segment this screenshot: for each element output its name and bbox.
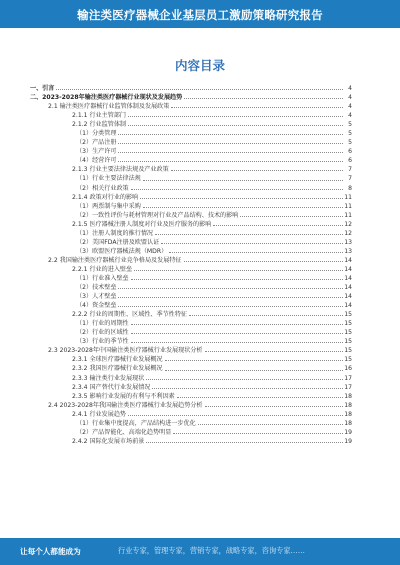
toc-entry-page: 4 — [348, 103, 352, 111]
toc-entry-page: 4 — [348, 112, 352, 120]
toc-entry-page: 11 — [344, 193, 352, 201]
footer-expert-list: 行业专家，管理专家，营销专家，战略专家，咨询专家…… — [118, 546, 305, 555]
toc-entry-label: （2）美国FDA注册及欧盟认证 — [76, 238, 160, 246]
table-of-contents — [30, 84, 352, 532]
toc-entry[interactable] — [30, 156, 352, 165]
toc-entry-page: 5 — [348, 121, 352, 129]
toc-entry-label: 2.1 输注类医疗器械行业监管体制及发展政策 — [48, 103, 170, 111]
toc-entry-label: （2）相关行业政策 — [76, 184, 129, 192]
toc-entry-label: （3）生产许可 — [76, 148, 117, 156]
toc-entry-label: 2.4.2 国际化发展市场前景 — [72, 437, 145, 445]
toc-entry[interactable] — [30, 337, 352, 346]
toc-entry-label: 2.1.5 医疗器械注册人制度对行业及医疗服务的影响 — [72, 220, 212, 228]
toc-entry-page: 12 — [344, 220, 352, 228]
toc-leader-dots — [56, 89, 343, 90]
toc-entry-label: （1）行业的周期性 — [76, 320, 129, 328]
footer-bar — [0, 538, 400, 565]
toc-leader-dots — [131, 279, 343, 280]
toc-entry[interactable] — [30, 355, 352, 364]
toc-entry[interactable] — [30, 120, 352, 129]
toc-leader-dots — [128, 415, 343, 416]
toc-leader-dots — [240, 216, 343, 217]
toc-leader-dots — [171, 170, 343, 171]
toc-leader-dots — [118, 297, 343, 298]
toc-entry-page: 13 — [344, 247, 352, 255]
toc-entry[interactable] — [30, 301, 352, 310]
toc-entry-label: 一、引言 — [30, 85, 55, 92]
toc-leader-dots — [189, 315, 343, 316]
toc-heading: 内容目录 — [174, 58, 225, 73]
toc-entry[interactable] — [30, 265, 352, 274]
toc-leader-dots — [128, 125, 343, 126]
toc-entry[interactable] — [30, 401, 352, 410]
toc-entry-label: 2.3.3 输注类行业发展现状 — [72, 374, 145, 382]
toc-entry[interactable] — [30, 346, 352, 355]
toc-entry-label: （1）行业集中度提高，产品结构进一步优化 — [76, 419, 196, 427]
toc-entry-page: 12 — [344, 229, 352, 237]
toc-leader-dots — [173, 433, 343, 434]
toc-entry-page: 5 — [348, 130, 352, 138]
toc-entry-page: 11 — [344, 202, 352, 210]
toc-leader-dots — [161, 243, 343, 244]
toc-entry[interactable] — [30, 374, 352, 383]
toc-entry-page: 14 — [344, 284, 352, 292]
toc-entry-label: （2）产品智能化、高端化趋势明显 — [76, 428, 172, 436]
toc-entry[interactable] — [30, 93, 352, 102]
toc-leader-dots — [143, 180, 343, 181]
toc-entry-label: （3）人才壁垒 — [76, 293, 117, 301]
toc-entry[interactable] — [30, 111, 352, 120]
toc-leader-dots — [177, 397, 343, 398]
toc-leader-dots — [165, 360, 343, 361]
toc-leader-dots — [184, 261, 343, 262]
footer-slogan: 让每个人都能成为 — [20, 547, 81, 556]
toc-entry[interactable] — [30, 102, 352, 111]
toc-entry-page: 18 — [344, 419, 352, 427]
toc-leader-dots — [134, 270, 343, 271]
toc-entry[interactable] — [30, 256, 352, 265]
toc-entry[interactable] — [30, 392, 352, 401]
toc-entry-label: 2.4 2023-2028年我国输注类医疗器械行业发展趋势分析 — [48, 401, 203, 409]
toc-leader-dots — [131, 342, 343, 343]
toc-entry-page: 14 — [344, 302, 352, 310]
toc-entry-label: （2）行业的区域性 — [76, 329, 129, 337]
toc-entry-page: 4 — [348, 94, 352, 102]
toc-entry-label: 2.1.3 行业主要法律法规及产业政策 — [72, 166, 169, 174]
toc-leader-dots — [146, 442, 343, 443]
toc-entry[interactable] — [30, 229, 352, 238]
toc-entry-label: 2.3 2023-2028年中国输注类医疗器械行业发展现状分析 — [48, 347, 203, 355]
toc-entry-label: 2.1.2 行业监管体制 — [72, 121, 127, 129]
toc-entry-page: 18 — [344, 401, 352, 409]
toc-leader-dots — [118, 288, 343, 289]
toc-entry[interactable] — [30, 138, 352, 147]
toc-entry-page: 14 — [344, 293, 352, 301]
toc-entry-page: 14 — [344, 265, 352, 273]
toc-entry-label: （3）行业的季节性 — [76, 338, 129, 346]
toc-entry-page: 7 — [348, 175, 352, 183]
toc-entry[interactable] — [30, 319, 352, 328]
toc-entry[interactable] — [30, 174, 352, 183]
toc-entry[interactable] — [30, 292, 352, 301]
toc-leader-dots — [118, 152, 343, 153]
toc-entry-page: 14 — [344, 274, 352, 282]
toc-entry[interactable] — [30, 274, 352, 283]
toc-entry-page: 15 — [344, 338, 352, 346]
toc-entry-label: （2）技术壁垒 — [76, 284, 117, 292]
toc-leader-dots — [118, 161, 343, 162]
toc-entry[interactable] — [30, 193, 352, 202]
toc-entry[interactable] — [30, 211, 352, 220]
toc-entry-label: 2.3.5 影响行业发展的有利与不利因素 — [72, 392, 175, 400]
toc-leader-dots — [152, 388, 343, 389]
toc-entry-label: （1）行业主要法律法规 — [76, 175, 141, 183]
toc-leader-dots — [165, 370, 343, 371]
toc-entry-label: （1）注册人制度的推行情况 — [76, 229, 154, 237]
toc-entry-page: 17 — [344, 383, 352, 391]
toc-entry[interactable] — [30, 364, 352, 373]
toc-entry-page: 5 — [348, 139, 352, 147]
toc-entry-page: 14 — [344, 256, 352, 264]
toc-entry-label: 2.2.1 行业的进入壁垒 — [72, 265, 133, 273]
toc-entry[interactable] — [30, 410, 352, 419]
toc-leader-dots — [118, 143, 343, 144]
toc-entry[interactable] — [30, 283, 352, 292]
toc-entry-label: （2）产品注册 — [76, 139, 117, 147]
toc-entry-label: （4）资金壁垒 — [76, 302, 117, 310]
toc-leader-dots — [184, 98, 343, 99]
toc-entry-page: 15 — [344, 311, 352, 319]
header-bar — [0, 0, 400, 28]
toc-entry-page: 7 — [348, 166, 352, 174]
toc-entry-label: 2.3.2 我国医疗器械行业发展概况 — [72, 365, 163, 373]
toc-entry-label: 2.1.4 政策对行业的影响 — [72, 193, 139, 201]
toc-entry-label: 二、2023-2028年输注类医疗器械行业现状及发展趋势 — [30, 94, 183, 102]
toc-entry-label: 2.3.1 全球医疗器械行业发展概况 — [72, 356, 163, 364]
toc-entry-page: 15 — [344, 329, 352, 337]
toc-entry-label: 2.3.4 国产替代行业发展情况 — [72, 383, 151, 391]
toc-entry-label: （4）经营许可 — [76, 157, 117, 165]
toc-leader-dots — [198, 424, 343, 425]
toc-entry[interactable] — [30, 147, 352, 156]
toc-leader-dots — [118, 306, 343, 307]
toc-entry-page: 8 — [348, 184, 352, 192]
toc-entry-page: 6 — [348, 157, 352, 165]
toc-entry-page: 19 — [344, 428, 352, 436]
toc-entry-label: （2）一致性评价与耗材管理对行业及产品结构、技术的影响 — [76, 211, 239, 219]
toc-entry[interactable] — [30, 428, 352, 437]
toc-leader-dots — [140, 198, 343, 199]
toc-entry-label: （1）两票制与集中采购 — [76, 202, 141, 210]
toc-entry[interactable] — [30, 129, 352, 138]
toc-entry[interactable] — [30, 202, 352, 211]
toc-leader-dots — [169, 252, 343, 253]
toc-entry[interactable] — [30, 419, 352, 428]
toc-entry-page: 13 — [344, 238, 352, 246]
toc-entry[interactable] — [30, 310, 352, 319]
report-title: 输注类医疗器械企业基层员工激励策略研究报告 — [77, 8, 323, 22]
toc-entry-label: （1）行业准入壁垒 — [76, 274, 129, 282]
toc-entry-page: 4 — [348, 85, 352, 92]
toc-leader-dots — [155, 234, 343, 235]
toc-entry-page: 15 — [344, 356, 352, 364]
toc-entry[interactable] — [30, 247, 352, 256]
toc-leader-dots — [205, 351, 343, 352]
toc-leader-dots — [143, 207, 343, 208]
toc-leader-dots — [131, 333, 343, 334]
toc-leader-dots — [146, 379, 343, 380]
toc-entry-label: 2.2.2 行业的周期性、区域性、季节性特征 — [72, 311, 187, 319]
toc-entry-page: 18 — [344, 392, 352, 400]
toc-entry[interactable] — [30, 184, 352, 193]
toc-leader-dots — [205, 406, 343, 407]
toc-entry[interactable] — [30, 165, 352, 174]
toc-leader-dots — [128, 116, 343, 117]
toc-entry[interactable] — [30, 328, 352, 337]
toc-entry[interactable] — [30, 437, 352, 446]
toc-entry[interactable] — [30, 238, 352, 247]
toc-leader-dots — [131, 189, 343, 190]
toc-entry-page: 15 — [344, 320, 352, 328]
toc-entry-label: 2.4.1 行业发展趋势 — [72, 410, 127, 418]
toc-entry-page: 6 — [348, 148, 352, 156]
toc-entry-page: 19 — [344, 437, 352, 445]
toc-entry[interactable] — [30, 84, 352, 93]
toc-entry-label: 2.2 我国输注类医疗器械行业竞争格局及发展特征 — [48, 256, 182, 264]
toc-entry-page: 17 — [344, 374, 352, 382]
toc-entry-label: （1）分类管理 — [76, 130, 117, 138]
toc-entry[interactable] — [30, 220, 352, 229]
toc-entry-page: 16 — [344, 365, 352, 373]
toc-leader-dots — [171, 107, 343, 108]
toc-entry-label: 2.1.1 行业主管部门 — [72, 112, 127, 120]
toc-entry-page: 11 — [344, 211, 352, 219]
toc-leader-dots — [131, 324, 343, 325]
toc-entry-label: （3）欧盟医疗器械法规（MDR） — [76, 247, 168, 255]
toc-entry[interactable] — [30, 383, 352, 392]
toc-leader-dots — [118, 134, 343, 135]
toc-entry-page: 18 — [344, 410, 352, 418]
toc-leader-dots — [213, 225, 343, 226]
toc-entry-page: 15 — [344, 347, 352, 355]
